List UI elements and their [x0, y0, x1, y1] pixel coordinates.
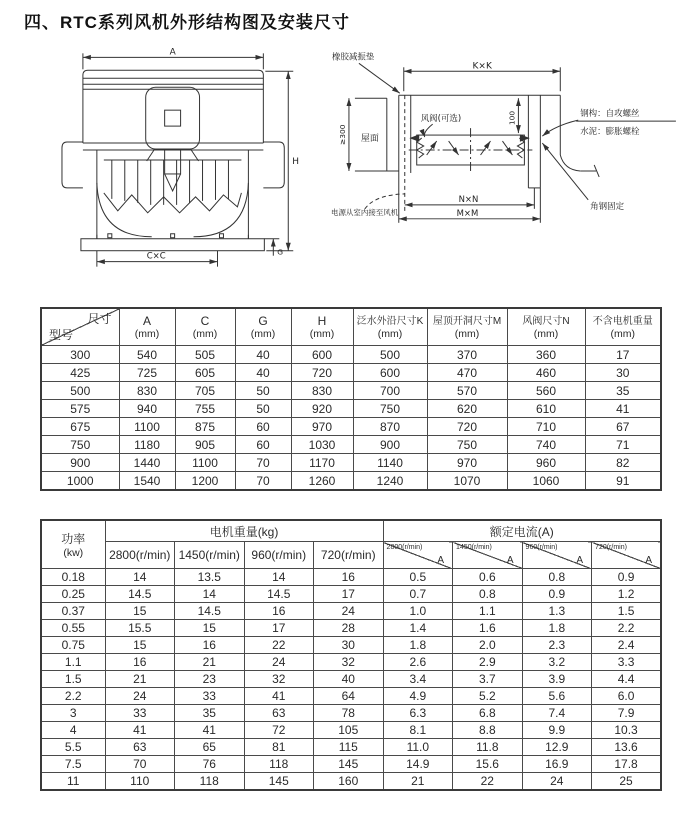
current-col-960: 960(r/min) A — [522, 542, 592, 569]
table-cell: 30 — [314, 637, 384, 654]
table-cell: 21 — [105, 671, 175, 688]
table-cell: 0.9 — [592, 569, 662, 586]
power-note-label: 电源从室内接至风机 — [331, 207, 399, 217]
table-cell: 1060 — [507, 472, 585, 491]
cement-note-label: 水泥：膨胀螺栓 — [580, 126, 640, 137]
table-cell: 63 — [105, 739, 175, 756]
table-cell: 3.3 — [592, 654, 662, 671]
table-cell: 28 — [314, 620, 384, 637]
table-cell: 750 — [41, 436, 119, 454]
table-cell: 8.1 — [383, 722, 453, 739]
table-cell: 70 — [235, 472, 291, 491]
table-cell: 1180 — [119, 436, 175, 454]
table-cell: 118 — [244, 756, 314, 773]
table-cell: 3.7 — [453, 671, 523, 688]
table-cell: 13.6 — [592, 739, 662, 756]
table-cell: 40 — [314, 671, 384, 688]
table-cell: 115 — [314, 739, 384, 756]
table-cell: 41 — [105, 722, 175, 739]
table-cell: 40 — [235, 346, 291, 364]
table-cell: 41 — [585, 400, 661, 418]
table-cell: 905 — [175, 436, 235, 454]
dim-min300-label: ≥300 — [338, 124, 348, 146]
table-cell: 50 — [235, 382, 291, 400]
table-cell: 675 — [41, 418, 119, 436]
table-cell: 1100 — [175, 454, 235, 472]
table-cell: 8.8 — [453, 722, 523, 739]
table-row — [41, 773, 661, 791]
table-cell: 110 — [105, 773, 175, 791]
table-cell: 35 — [175, 705, 245, 722]
table-cell: 740 — [507, 436, 585, 454]
table-cell: 1.1 — [41, 654, 105, 671]
table-cell: 0.6 — [453, 569, 523, 586]
col-header-c: C (mm) — [175, 308, 235, 346]
table-cell: 500 — [41, 382, 119, 400]
table-cell: 970 — [291, 418, 353, 436]
table-row — [41, 705, 661, 722]
table-cell: 7.4 — [522, 705, 592, 722]
table-cell: 105 — [314, 722, 384, 739]
table-row — [41, 400, 661, 418]
table-cell: 1200 — [175, 472, 235, 491]
table-cell: 71 — [585, 436, 661, 454]
table-cell: 870 — [353, 418, 427, 436]
table-cell: 470 — [427, 364, 507, 382]
table-cell: 10.3 — [592, 722, 662, 739]
table-cell: 4.9 — [383, 688, 453, 705]
table-cell: 14.5 — [105, 586, 175, 603]
table-cell: 0.37 — [41, 603, 105, 620]
table-row — [41, 688, 661, 705]
table-row — [41, 454, 661, 472]
table-cell: 1.5 — [41, 671, 105, 688]
current-col-1450: 1450(r/min) A — [453, 542, 523, 569]
table-cell: 900 — [353, 436, 427, 454]
table-cell: 920 — [291, 400, 353, 418]
table-cell: 505 — [175, 346, 235, 364]
table-cell: 14 — [244, 569, 314, 586]
table-cell: 705 — [175, 382, 235, 400]
table-cell: 0.5 — [383, 569, 453, 586]
weight-col-1450: 1450(r/min) — [175, 542, 245, 569]
table-cell: 610 — [507, 400, 585, 418]
table-cell: 1100 — [119, 418, 175, 436]
table-cell: 460 — [507, 364, 585, 382]
table-cell: 1.4 — [383, 620, 453, 637]
table-cell: 14.9 — [383, 756, 453, 773]
dim-a-label: A — [169, 47, 176, 58]
corner-label-size: 尺寸 — [87, 312, 112, 326]
motor-table-body — [41, 569, 661, 791]
table-cell: 560 — [507, 382, 585, 400]
table-cell: 14.5 — [244, 586, 314, 603]
table-cell: 900 — [41, 454, 119, 472]
table-cell: 1.5 — [592, 603, 662, 620]
table-cell: 33 — [105, 705, 175, 722]
table-cell: 830 — [291, 382, 353, 400]
weight-group-header: 电机重量(kg) — [105, 520, 383, 542]
weight-col-720: 720(r/min) — [314, 542, 384, 569]
fan-structure-diagram — [52, 43, 323, 275]
dim-mm-label: M×M — [456, 207, 479, 218]
table-cell: 17 — [244, 620, 314, 637]
table-cell: 5.6 — [522, 688, 592, 705]
col-header-flashing-k: 泛水外沿尺寸K (mm) — [353, 308, 427, 346]
table-cell: 500 — [353, 346, 427, 364]
table-cell: 700 — [353, 382, 427, 400]
table-row — [41, 654, 661, 671]
table-cell: 1030 — [291, 436, 353, 454]
rubber-pad-label: 橡胶减振垫 — [332, 51, 375, 62]
col-header-g: G (mm) — [235, 308, 291, 346]
table-cell: 720 — [291, 364, 353, 382]
table-cell: 0.25 — [41, 586, 105, 603]
table-cell: 1000 — [41, 472, 119, 491]
table-cell: 30 — [585, 364, 661, 382]
table-cell: 17.8 — [592, 756, 662, 773]
table-cell: 360 — [507, 346, 585, 364]
table-cell: 0.7 — [383, 586, 453, 603]
installation-diagram — [329, 43, 700, 275]
dim-cxc-label: C×C — [146, 250, 166, 261]
table-cell: 600 — [353, 364, 427, 382]
table-cell: 118 — [175, 773, 245, 791]
corner-label-model: 型号 — [49, 327, 74, 342]
table-cell: 3.2 — [522, 654, 592, 671]
col-header-weight: 不含电机重量 (mm) — [585, 308, 661, 346]
table-row — [41, 671, 661, 688]
table-cell: 1.2 — [592, 586, 662, 603]
table-row — [41, 418, 661, 436]
table-cell: 25 — [592, 773, 662, 791]
table-cell: 50 — [235, 400, 291, 418]
table-cell: 4.4 — [592, 671, 662, 688]
table-cell: 300 — [41, 346, 119, 364]
col-header-roof-opening-m: 屋顶开洞尺寸M (mm) — [427, 308, 507, 346]
table-cell: 0.75 — [41, 637, 105, 654]
table-cell: 3.9 — [522, 671, 592, 688]
table-cell: 91 — [585, 472, 661, 491]
table-row — [41, 472, 661, 491]
table-cell: 81 — [244, 739, 314, 756]
table-cell: 720 — [427, 418, 507, 436]
table-cell: 72 — [244, 722, 314, 739]
dimension-table-corner — [41, 308, 119, 346]
table-cell: 2.6 — [383, 654, 453, 671]
table-cell: 1.8 — [383, 637, 453, 654]
table-cell: 15 — [105, 637, 175, 654]
table-cell: 15 — [105, 603, 175, 620]
dimension-table-body — [41, 346, 661, 491]
table-cell: 76 — [175, 756, 245, 773]
table-cell: 15.6 — [453, 756, 523, 773]
table-cell: 67 — [585, 418, 661, 436]
table-cell: 605 — [175, 364, 235, 382]
table-row — [41, 603, 661, 620]
table-cell: 575 — [41, 400, 119, 418]
table-cell: 35 — [585, 382, 661, 400]
table-cell: 2.4 — [592, 637, 662, 654]
table-cell: 750 — [353, 400, 427, 418]
table-cell: 22 — [244, 637, 314, 654]
table-cell: 960 — [507, 454, 585, 472]
table-cell: 160 — [314, 773, 384, 791]
table-cell: 82 — [585, 454, 661, 472]
table-cell: 370 — [427, 346, 507, 364]
table-cell: 5.2 — [453, 688, 523, 705]
table-cell: 620 — [427, 400, 507, 418]
dim-g-label: G — [277, 247, 284, 257]
table-row — [41, 382, 661, 400]
table-cell: 15 — [175, 620, 245, 637]
table-cell: 1170 — [291, 454, 353, 472]
table-cell: 16 — [244, 603, 314, 620]
table-cell: 9.9 — [522, 722, 592, 739]
table-cell: 16 — [314, 569, 384, 586]
table-cell: 750 — [427, 436, 507, 454]
table-cell: 41 — [175, 722, 245, 739]
table-row — [41, 346, 661, 364]
table-row — [41, 739, 661, 756]
table-row — [41, 569, 661, 586]
table-cell: 0.18 — [41, 569, 105, 586]
dim-h-label: H — [292, 156, 300, 167]
table-row — [41, 722, 661, 739]
table-cell: 710 — [507, 418, 585, 436]
table-cell: 12.9 — [522, 739, 592, 756]
roof-label: 屋面 — [361, 134, 380, 145]
table-row — [41, 364, 661, 382]
current-col-720: 720(r/min) A — [592, 542, 662, 569]
table-cell: 0.8 — [522, 569, 592, 586]
table-cell: 0.8 — [453, 586, 523, 603]
table-row — [41, 637, 661, 654]
table-cell: 540 — [119, 346, 175, 364]
dimension-table — [40, 307, 662, 491]
table-cell: 1.3 — [522, 603, 592, 620]
table-cell: 1070 — [427, 472, 507, 491]
table-cell: 16 — [175, 637, 245, 654]
power-header: 功率 (kw) — [41, 520, 105, 569]
table-cell: 2.9 — [453, 654, 523, 671]
table-cell: 425 — [41, 364, 119, 382]
table-cell: 6.3 — [383, 705, 453, 722]
table-cell: 145 — [314, 756, 384, 773]
table-cell: 21 — [383, 773, 453, 791]
catalog-page — [0, 8, 700, 791]
table-cell: 0.9 — [522, 586, 592, 603]
table-cell: 24 — [105, 688, 175, 705]
table-cell: 17 — [314, 586, 384, 603]
table-cell: 16 — [105, 654, 175, 671]
angle-fix-label: 角钢固定 — [590, 200, 625, 211]
table-cell: 11.8 — [453, 739, 523, 756]
table-cell: 755 — [175, 400, 235, 418]
table-cell: 32 — [314, 654, 384, 671]
table-cell: 60 — [235, 436, 291, 454]
table-cell: 970 — [427, 454, 507, 472]
table-row — [41, 756, 661, 773]
table-cell: 65 — [175, 739, 245, 756]
table-cell: 33 — [175, 688, 245, 705]
table-cell: 14 — [175, 586, 245, 603]
table-cell: 875 — [175, 418, 235, 436]
table-row — [41, 620, 661, 637]
table-cell: 600 — [291, 346, 353, 364]
table-cell: 40 — [235, 364, 291, 382]
table-cell: 1540 — [119, 472, 175, 491]
dim-100-label: 100 — [507, 110, 517, 126]
table-cell: 5.5 — [41, 739, 105, 756]
table-cell: 2.2 — [41, 688, 105, 705]
table-cell: 3 — [41, 705, 105, 722]
table-cell: 14 — [105, 569, 175, 586]
table-cell: 6.0 — [592, 688, 662, 705]
table-cell: 70 — [235, 454, 291, 472]
table-cell: 145 — [244, 773, 314, 791]
table-cell: 2.2 — [592, 620, 662, 637]
table-cell: 6.8 — [453, 705, 523, 722]
table-cell: 7.5 — [41, 756, 105, 773]
table-cell: 0.55 — [41, 620, 105, 637]
table-cell: 23 — [175, 671, 245, 688]
weight-col-2800: 2800(r/min) — [105, 542, 175, 569]
table-cell: 940 — [119, 400, 175, 418]
table-cell: 24 — [244, 654, 314, 671]
current-col-2800: 2800(r/min) A — [383, 542, 453, 569]
damper-label: 风阀(可选) — [420, 113, 462, 124]
table-cell: 16.9 — [522, 756, 592, 773]
table-cell: 24 — [314, 603, 384, 620]
table-cell: 70 — [105, 756, 175, 773]
table-cell: 15.5 — [105, 620, 175, 637]
table-cell: 3.4 — [383, 671, 453, 688]
table-cell: 14.5 — [175, 603, 245, 620]
col-header-a: A (mm) — [119, 308, 175, 346]
table-cell: 570 — [427, 382, 507, 400]
table-cell: 7.9 — [592, 705, 662, 722]
table-row — [41, 436, 661, 454]
table-cell: 1140 — [353, 454, 427, 472]
table-cell: 78 — [314, 705, 384, 722]
motor-table — [40, 519, 662, 791]
table-cell: 1440 — [119, 454, 175, 472]
table-cell: 64 — [314, 688, 384, 705]
table-cell: 1.1 — [453, 603, 523, 620]
table-cell: 63 — [244, 705, 314, 722]
table-cell: 17 — [585, 346, 661, 364]
table-cell: 1.0 — [383, 603, 453, 620]
steel-note-label: 钢构：自攻螺丝 — [580, 108, 640, 119]
table-cell: 2.0 — [453, 637, 523, 654]
table-cell: 2.3 — [522, 637, 592, 654]
table-cell: 830 — [119, 382, 175, 400]
current-group-header: 额定电流(A) — [383, 520, 661, 542]
table-cell: 4 — [41, 722, 105, 739]
dim-kk-label: K×K — [472, 61, 492, 72]
table-cell: 32 — [244, 671, 314, 688]
table-cell: 1.8 — [522, 620, 592, 637]
diagrams-section — [0, 43, 700, 275]
table-cell: 24 — [522, 773, 592, 791]
table-cell: 13.5 — [175, 569, 245, 586]
page-title: 四、RTC系列风机外形结构图及安装尺寸 — [24, 13, 350, 32]
col-header-h: H (mm) — [291, 308, 353, 346]
table-cell: 1.6 — [453, 620, 523, 637]
table-cell: 11 — [41, 773, 105, 791]
dim-nn-label: N×N — [458, 193, 479, 204]
weight-col-960: 960(r/min) — [244, 542, 314, 569]
table-cell: 60 — [235, 418, 291, 436]
table-cell: 1240 — [353, 472, 427, 491]
col-header-damper-n: 风阀尺寸N (mm) — [507, 308, 585, 346]
table-row — [41, 586, 661, 603]
table-cell: 1260 — [291, 472, 353, 491]
table-cell: 41 — [244, 688, 314, 705]
table-cell: 22 — [453, 773, 523, 791]
table-cell: 11.0 — [383, 739, 453, 756]
table-cell: 725 — [119, 364, 175, 382]
table-cell: 21 — [175, 654, 245, 671]
